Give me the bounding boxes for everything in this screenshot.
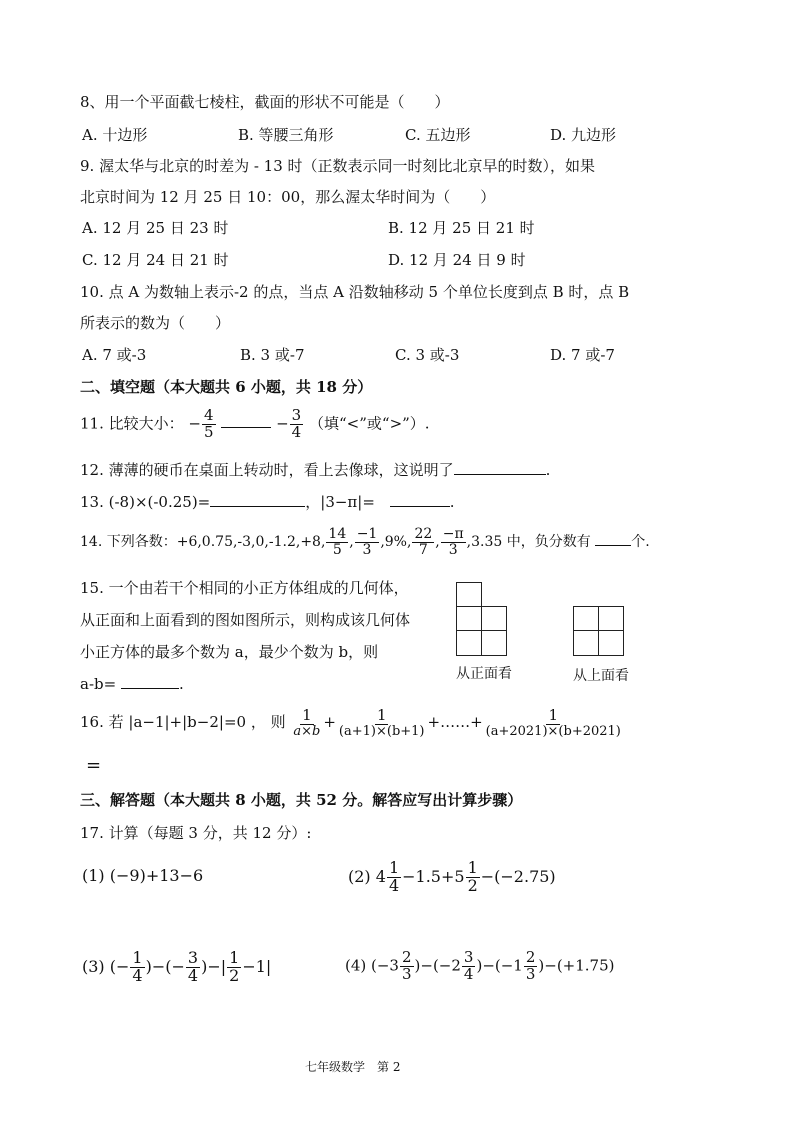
q17-p2-f2-num: 1	[467, 858, 478, 877]
q13	[80, 492, 454, 512]
q17-p3-f1-num: 1	[132, 948, 143, 967]
q16-t1-num: 1	[302, 706, 312, 724]
q16-term-1	[291, 708, 322, 738]
q17-p3-fraction-2	[186, 950, 200, 985]
q8-option-c[interactable]: C. 五边形	[405, 126, 471, 144]
q17-p2-c: −(−2.75)	[480, 866, 556, 886]
q11-fraction-1	[202, 408, 216, 441]
section-3-heading: 三、解答题（本大题共 8 小题，共 52 分。解答应写出计算步骤）	[80, 791, 523, 809]
q13-expr2: |3−π|=	[320, 493, 375, 511]
q9-stem-line2: 北京时间为 12 月 25 日 10：00，那么渥太华时间为（ ）	[80, 188, 496, 206]
q11-suffix: （填“<”或“>”）.	[309, 414, 430, 433]
q12-answer-blank[interactable]	[454, 460, 546, 475]
q17-p4-b: )−(−2	[414, 956, 461, 975]
q11-minus-1: −	[188, 414, 201, 433]
q10-stem-line2: 所表示的数为（ ）	[80, 314, 231, 332]
q16-t1-den: a×b	[293, 723, 321, 739]
q9-stem-line1: 9. 渥太华与北京的时差为 - 13 时（正数表示同一时刻比北京早的时数），如果	[80, 157, 596, 175]
q14-fraction-2	[355, 527, 380, 557]
q11	[80, 408, 430, 441]
q14-f1-num: 14	[328, 526, 347, 542]
q16-t2-den: (a+1)×(b+1)	[338, 723, 425, 739]
q17-p3-b: )−(−	[145, 956, 185, 976]
q13-expr1: 13. (-8)×(-0.25)=	[80, 493, 211, 511]
top-view-caption: 从上面看	[573, 668, 629, 684]
q17-p4-a: (4) (−3	[345, 956, 399, 975]
q15-line4	[80, 674, 184, 694]
q9-option-d[interactable]: D. 12 月 24 日 9 时	[388, 251, 526, 269]
q12	[80, 460, 550, 480]
q17-p3-f2-den: 4	[187, 965, 199, 985]
q17-p2-fraction-1	[387, 860, 401, 895]
q17-p3-a: (3) (−	[82, 956, 130, 976]
q11-f2-num: 3	[291, 406, 302, 424]
q17-p4-f2-num: 3	[463, 948, 474, 966]
q14: 14. 下列各数：+6,0.75,-3,0,-1.2,+8, $\frac{14}{5}$ , $\frac{-1}{3}$ ,9%, $\frac{22}{7}$ , $\frac{-\pi}{3}$ ,3.35 中，负分数有 个.	[80, 526, 650, 558]
q17-p3-c: )−|	[201, 956, 227, 976]
q14-fraction-1	[326, 527, 348, 557]
q10-stem-line1: 10. 点 A 为数轴上表示-2 的点，当点 A 沿数轴移动 5 个单位长度到点 B 时，点 B	[80, 283, 630, 301]
q17-p3-f2-num: 3	[187, 948, 199, 967]
q14-f1-den: 5	[332, 541, 342, 558]
q12-text: 12. 薄薄的硬币在桌面上转动时，看上去像球，这说明了	[80, 461, 454, 479]
q17-p4-d: )−(+1.75)	[538, 956, 615, 975]
q16-term-3	[484, 708, 623, 738]
top-view-cell	[573, 606, 599, 631]
q14-f3-den: 7	[418, 541, 428, 558]
q9-option-a[interactable]: A. 12 月 25 日 23 时	[82, 219, 229, 237]
q17-part4	[345, 950, 615, 983]
q11-f1-den: 5	[203, 422, 214, 441]
section-2-heading: 二、填空题（本大题共 6 小题，共 18 分）	[80, 378, 373, 396]
q14-fraction-3	[412, 527, 434, 557]
q17-p3-f3-num: 1	[229, 948, 240, 967]
front-view-cell	[481, 606, 507, 631]
q11-f1-num: 4	[203, 406, 214, 424]
q9-option-c[interactable]: C. 12 月 24 日 21 时	[82, 251, 229, 269]
q17-p4-f3-num: 2	[525, 948, 536, 966]
q10-option-d[interactable]: D. 7 或-7	[550, 346, 615, 364]
q16: 16. 若 |a−1|+|b−2|=0 ， 则 $\frac{1}{a\times b}$ + $\frac{1}{(a+1)\times(b+1)}$ +……+ $\frac{1}{(a+2021)\times(b+2021)}$	[80, 706, 621, 739]
q13-answer-blank-1[interactable]	[210, 492, 305, 507]
q14-mid: ,9%,	[380, 534, 412, 551]
q11-f2-den: 4	[291, 422, 302, 441]
q11-prefix: 11. 比较大小：	[80, 414, 184, 433]
page-footer: 七年级数学 第 2	[305, 1060, 401, 1074]
q17-p2-fraction-2	[466, 860, 480, 895]
q14-suffix: ,3.35 中，负分数有	[466, 534, 591, 551]
q14-answer-blank[interactable]	[595, 531, 631, 546]
top-view-cell	[598, 630, 624, 656]
front-view-cell-top	[456, 582, 482, 607]
q15-answer-blank[interactable]	[121, 674, 179, 689]
q14-end: 个.	[631, 534, 650, 551]
q16-prefix: 16. 若 |a−1|+|b−2|=0 ， 则	[80, 713, 286, 732]
q17-p4-f3-den: 3	[525, 964, 536, 983]
q10-option-a[interactable]: A. 7 或-3	[82, 346, 147, 364]
q16-term-2	[337, 708, 427, 738]
q15-end: .	[178, 675, 184, 693]
q17-p2-f1-den: 4	[388, 875, 400, 895]
q17-part2	[348, 860, 556, 895]
q13-answer-blank-2[interactable]	[390, 492, 450, 507]
q17-p2-f1-num: 1	[388, 858, 400, 877]
q17-p4-f2-den: 4	[463, 964, 474, 983]
q15-line3: 小正方体的最多个数为 a，最少个数为 b，则	[80, 643, 379, 661]
q17-p4-fraction-2	[462, 950, 476, 983]
front-view-cell	[481, 630, 507, 656]
q13-sep: ，	[305, 493, 321, 511]
q17-p4-c: )−(−1	[476, 956, 523, 975]
q14-f3-num: 22	[414, 526, 433, 542]
top-view-cell	[573, 630, 599, 656]
q17-p3-d: −1|	[242, 956, 272, 976]
q10-option-b[interactable]: B. 3 或-7	[240, 346, 305, 364]
front-view-cell	[456, 606, 482, 631]
q9-option-b[interactable]: B. 12 月 25 日 21 时	[388, 219, 535, 237]
q14-prefix: 14. 下列各数：+6,0.75,-3,0,-1.2,+8,	[80, 534, 326, 551]
q16-dots: +……+	[427, 713, 483, 732]
q11-answer-blank[interactable]	[221, 413, 271, 428]
q16-t3-den: (a+2021)×(b+2021)	[485, 723, 621, 739]
q17-p2-f2-den: 2	[467, 875, 478, 895]
top-view-cell	[598, 606, 624, 631]
q12-end: .	[545, 461, 551, 479]
q17-p3-fraction-1	[130, 950, 144, 985]
q17-p3-f3-den: 2	[229, 965, 240, 985]
q16-equals: =	[86, 755, 102, 776]
q16-t2-num: 1	[376, 706, 387, 724]
q17-title: 17. 计算（每题 3 分，共 12 分）:	[80, 824, 312, 842]
q15-a-minus-b: a-b=	[80, 675, 117, 693]
q8-option-b[interactable]: B. 等腰三角形	[238, 126, 334, 144]
q8-option-d[interactable]: D. 九边形	[550, 126, 617, 144]
q17-part1: (1) (−9)+13−6	[82, 866, 204, 885]
q17-p2-b: −1.5+5	[402, 866, 465, 886]
q17-p4-fraction-1	[400, 950, 414, 983]
q10-option-c[interactable]: C. 3 或-3	[395, 346, 460, 364]
q15-line2: 从正面和上面看到的图如图所示，则构成该几何体	[80, 611, 411, 629]
q17-p2-a: (2) 4	[348, 866, 386, 886]
q11-minus-2: −	[276, 414, 289, 433]
q14-f4-den: 3	[448, 541, 458, 558]
q11-fraction-2	[290, 408, 304, 441]
q17-p3-fraction-3	[227, 950, 241, 985]
q17-p4-f1-den: 3	[401, 964, 412, 983]
q8-stem: 8、用一个平面截七棱柱，截面的形状不可能是（ ）	[80, 93, 450, 111]
q17-part3	[82, 950, 271, 985]
q8-option-a[interactable]: A. 十边形	[82, 126, 148, 144]
q14-f2-num: −1	[356, 526, 378, 542]
front-view-caption: 从正面看	[456, 666, 512, 682]
q17-p3-f1-den: 4	[132, 965, 143, 985]
q14-f2-den: 3	[362, 541, 372, 558]
q17-p4-f1-num: 2	[401, 948, 412, 966]
q13-end: .	[449, 493, 455, 511]
q17-p4-fraction-3	[524, 950, 538, 983]
q16-t3-num: 1	[548, 706, 559, 724]
q15-line1: 15. 一个由若干个相同的小正方体组成的几何体，	[80, 579, 409, 597]
q14-fraction-4	[441, 527, 466, 557]
front-view-cell	[456, 630, 482, 656]
q14-f4-num: −π	[442, 526, 464, 542]
